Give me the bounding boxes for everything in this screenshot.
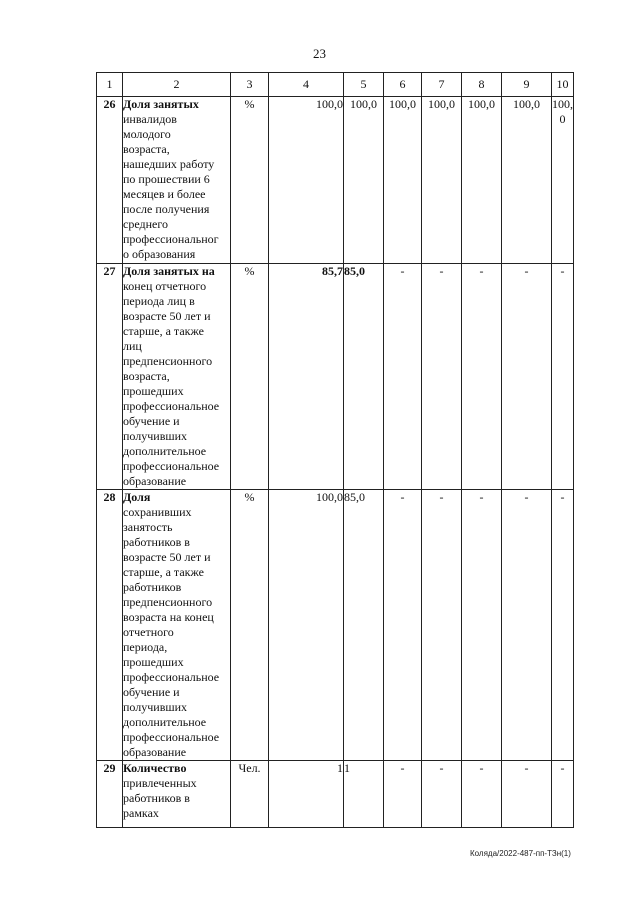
- indicator-name-line: нашедших работу: [123, 157, 215, 171]
- value-cell: 100,0: [502, 97, 552, 264]
- value-cell: -: [502, 490, 552, 761]
- value-cell: -: [552, 490, 574, 761]
- value-cell: -: [384, 264, 422, 490]
- value-cell: 1: [269, 761, 344, 828]
- page-number: 23: [313, 46, 326, 61]
- value-cell: -: [552, 761, 574, 828]
- value-cell: -: [422, 490, 462, 761]
- indicator-name-line: Количество: [123, 761, 187, 775]
- value-cell: -: [384, 761, 422, 828]
- indicator-name-line: профессиональное: [123, 670, 220, 684]
- document-code: Коляда/2022-487-пп-ТЗн(1): [470, 849, 571, 858]
- indicator-name-line: инвалидов: [123, 112, 177, 126]
- column-number: 7: [422, 73, 462, 97]
- indicator-name-line: профессиональное: [123, 459, 220, 473]
- table-row: [97, 264, 574, 490]
- value-cell: -: [552, 264, 574, 490]
- row-number: 28: [97, 490, 123, 761]
- indicator-name: [123, 761, 231, 828]
- indicator-name-line: образование: [123, 474, 187, 488]
- indicator-name-line: занятость: [123, 520, 173, 534]
- indicator-name: [123, 97, 231, 264]
- indicator-name-line: старше, а также: [123, 324, 204, 338]
- value-cell: -: [384, 490, 422, 761]
- unit-cell: Чел.: [231, 761, 269, 828]
- table-row: [97, 490, 574, 761]
- indicator-name-line: после получения: [123, 202, 210, 216]
- value-cell: 100,0: [269, 490, 344, 761]
- indicator-name-line: возраста,: [123, 369, 170, 383]
- indicator-name-line: дополнительное: [123, 715, 207, 729]
- indicator-name-line: профессиональное: [123, 730, 220, 744]
- column-number: 8: [462, 73, 502, 97]
- indicator-name-line: среднего: [123, 217, 168, 231]
- unit-cell: %: [231, 97, 269, 264]
- indicator-name-line: прошедших: [123, 655, 184, 669]
- indicator-name-line: обучение и: [123, 414, 180, 428]
- value-cell: -: [422, 761, 462, 828]
- unit-cell: %: [231, 490, 269, 761]
- indicator-name-line: получивших: [123, 429, 188, 443]
- indicator-name-line: периода,: [123, 640, 168, 654]
- row-number: 29: [97, 761, 123, 828]
- indicator-name-line: отчетного: [123, 625, 174, 639]
- indicators-table: [96, 72, 574, 828]
- column-number: 1: [97, 73, 123, 97]
- column-number-row: [97, 73, 574, 97]
- indicator-name-line: о образования: [123, 247, 196, 261]
- indicator-name-line: обучение и: [123, 685, 180, 699]
- indicator-name-line: рамках: [123, 806, 159, 820]
- indicator-name-line: предпенсионного: [123, 354, 213, 368]
- value-cell: -: [462, 490, 502, 761]
- value-cell: [552, 97, 574, 264]
- indicator-name-line: сохранивших: [123, 505, 192, 519]
- value-cell: 100,0: [269, 97, 344, 264]
- indicator-name-line: получивших: [123, 700, 188, 714]
- indicator-name-line: молодого: [123, 127, 171, 141]
- value-line: 100,: [552, 97, 573, 111]
- column-number: 2: [123, 73, 231, 97]
- row-number: 26: [97, 97, 123, 264]
- indicator-name-line: профессиональног: [123, 232, 219, 246]
- indicator-name-line: образование: [123, 745, 187, 759]
- value-cell: 85,0: [344, 264, 384, 490]
- value-cell: 1: [344, 761, 384, 828]
- value-cell: 100,0: [344, 97, 384, 264]
- value-cell: 100,0: [422, 97, 462, 264]
- unit-cell: %: [231, 264, 269, 490]
- value-cell: -: [462, 761, 502, 828]
- indicator-name-line: лиц: [123, 339, 142, 353]
- indicator-name-line: возраста,: [123, 142, 170, 156]
- indicator-name-line: привлеченных: [123, 776, 197, 790]
- indicator-name: [123, 264, 231, 490]
- value-cell: 85,7: [269, 264, 344, 490]
- value-cell: 85,0: [344, 490, 384, 761]
- indicator-name-line: конец отчетного: [123, 279, 207, 293]
- indicator-name-line: прошедших: [123, 384, 184, 398]
- indicator-name-line: возрасте 50 лет и: [123, 309, 211, 323]
- column-number: 6: [384, 73, 422, 97]
- indicator-name-line: периода лиц в: [123, 294, 195, 308]
- value-cell: 100,0: [462, 97, 502, 264]
- row-number: 27: [97, 264, 123, 490]
- indicator-name-line: по прошествии 6: [123, 172, 210, 186]
- indicator-name-line: старше, а также: [123, 565, 204, 579]
- indicator-name-line: Доля занятых на: [123, 264, 215, 278]
- indicator-name-line: возрасте 50 лет и: [123, 550, 211, 564]
- value-line: 0: [559, 112, 566, 126]
- column-number: 3: [231, 73, 269, 97]
- value-cell: -: [502, 761, 552, 828]
- table-row: [97, 97, 574, 264]
- indicator-name-line: Доля занятых: [123, 97, 199, 111]
- indicator-name-line: профессиональное: [123, 399, 220, 413]
- indicator-name-line: дополнительное: [123, 444, 207, 458]
- column-number: 9: [502, 73, 552, 97]
- indicator-name-line: Доля: [123, 490, 151, 504]
- indicator-name-line: возраста на конец: [123, 610, 214, 624]
- indicator-name-line: месяцев и более: [123, 187, 206, 201]
- table-row: [97, 761, 574, 828]
- value-cell: 100,0: [384, 97, 422, 264]
- indicator-name-line: работников: [123, 580, 182, 594]
- value-cell: -: [502, 264, 552, 490]
- indicator-name-line: работников в: [123, 535, 190, 549]
- value-cell: -: [422, 264, 462, 490]
- indicator-name-line: предпенсионного: [123, 595, 213, 609]
- column-number: 10: [552, 73, 574, 97]
- indicator-name: [123, 490, 231, 761]
- column-number: 5: [344, 73, 384, 97]
- column-number: 4: [269, 73, 344, 97]
- indicator-name-line: работников в: [123, 791, 190, 805]
- value-cell: -: [462, 264, 502, 490]
